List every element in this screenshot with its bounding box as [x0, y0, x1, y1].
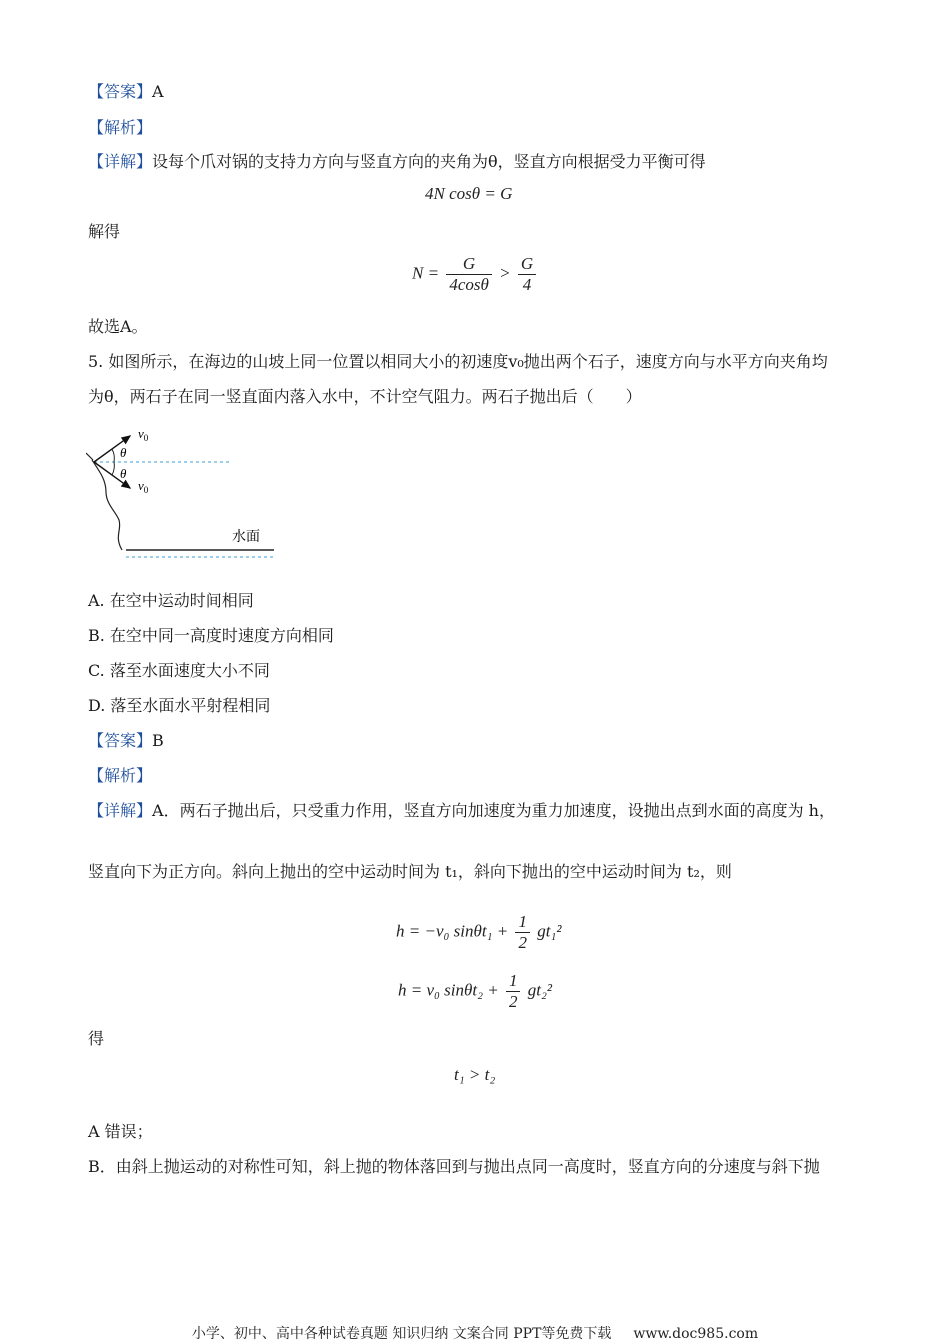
fraction-1-denominator: 4cosθ — [446, 274, 492, 295]
projectile-figure — [86, 420, 286, 565]
get-label: 得 — [88, 1029, 105, 1048]
analysis-line-2 — [88, 766, 152, 786]
answer-value: A — [152, 82, 164, 101]
eq2-gt: > — [499, 263, 511, 283]
equation-normal-force — [412, 254, 539, 295]
theta-bottom-label: θ — [120, 466, 127, 481]
b-explanation-line: B．由斜上抛运动的对称性可知，斜上抛的物体落回到与抛出点同一高度时，竖直方向的分速度与斜下抛 — [88, 1157, 820, 1176]
detail-text: 设每个爪对锅的支持力方向与竖直方向的夹角为θ，竖直方向根据受力平衡可得 — [152, 152, 706, 171]
equation-time-compare: t₁ > t₂ — [454, 1065, 496, 1084]
solve-label: 解得 — [88, 222, 121, 241]
a-wrong-line: A 错误； — [88, 1122, 153, 1141]
option-d: D. 落至水面水平射程相同 — [88, 696, 271, 715]
theta-top-label: θ — [120, 445, 127, 460]
detail-line-1 — [88, 152, 706, 172]
equation-downward-throw — [398, 971, 552, 1012]
fraction-4-denominator: 2 — [506, 991, 521, 1012]
eq4-lhs: h = v₀ sinθt₂ + — [398, 980, 499, 1000]
answer-tag: 【答案】 — [88, 82, 153, 101]
analysis-line-1 — [88, 118, 152, 138]
fraction-3-numerator: 1 — [518, 912, 527, 931]
angle-arc-top — [112, 449, 114, 462]
launch-point-mark — [86, 453, 93, 460]
eq3-lhs: h = −v₀ sinθt₁ + — [396, 921, 509, 941]
footer-text: 小学、初中、高中各种试卷真题 知识归纳 文案合同 PPT等免费下载 — [191, 1326, 612, 1342]
detail-text-2a: A．两石子抛出后，只受重力作用，竖直方向加速度为重力加速度，设抛出点到水面的高度为 h， — [152, 801, 835, 820]
answer-value-2: B — [152, 731, 164, 750]
choose-line: 故选A。 — [88, 317, 148, 336]
fraction-4-numerator: 1 — [508, 971, 518, 990]
option-b: B. 在空中同一高度时速度方向相同 — [88, 626, 334, 645]
equation-upward-throw — [396, 912, 561, 953]
detail-tag-2: 【详解】 — [88, 801, 153, 820]
option-c: C. 落至水面速度大小不同 — [88, 661, 270, 680]
equation-force-balance: 4N cosθ = G — [425, 184, 513, 203]
fraction-2-denominator: 4 — [518, 274, 536, 295]
answer-tag-2: 【答案】 — [88, 731, 153, 750]
eq2-lhs: N = — [412, 263, 440, 283]
fraction-4 — [506, 971, 521, 1012]
option-a: A. 在空中运动时间相同 — [88, 591, 254, 610]
detail-line-2b: 竖直向下为正方向。斜向上抛出的空中运动时间为 t₁，斜向下抛出的空中运动时间为 t₂，则 — [88, 862, 732, 881]
page-footer — [0, 1323, 950, 1343]
eq4-rhs: gt₂² — [527, 980, 552, 1000]
detail-line-2 — [88, 801, 835, 821]
question-5-line-1: 5. 如图所示，在海边的山坡上同一位置以相同大小的初速度v₀抛出两个石子，速度方向与水平方向夹角均 — [88, 352, 828, 371]
analysis-tag-2: 【解析】 — [88, 766, 153, 785]
footer-url[interactable]: www.doc985.com — [633, 1326, 759, 1342]
hillside-line — [92, 460, 122, 550]
eq3-rhs: gt₁² — [537, 921, 562, 941]
fraction-1 — [446, 254, 492, 295]
v0-bottom-label: $v_0$ — [138, 478, 149, 495]
water-surface-label: 水面 — [232, 529, 260, 545]
angle-arc-bottom — [112, 462, 114, 475]
fraction-2-numerator: G — [520, 254, 534, 273]
fraction-1-numerator: G — [462, 254, 476, 273]
answer-line-2 — [88, 731, 164, 751]
question-5-line-2: 为θ，两石子在同一竖直面内落入水中，不计空气阻力。两石子抛出后（ ） — [88, 387, 642, 406]
fraction-2 — [518, 254, 536, 295]
answer-line-1 — [88, 82, 164, 102]
v0-top-label: $v_0$ — [138, 426, 149, 443]
fraction-3 — [515, 912, 530, 953]
fraction-3-denominator: 2 — [515, 932, 530, 953]
analysis-tag: 【解析】 — [88, 118, 153, 137]
detail-tag: 【详解】 — [88, 152, 153, 171]
